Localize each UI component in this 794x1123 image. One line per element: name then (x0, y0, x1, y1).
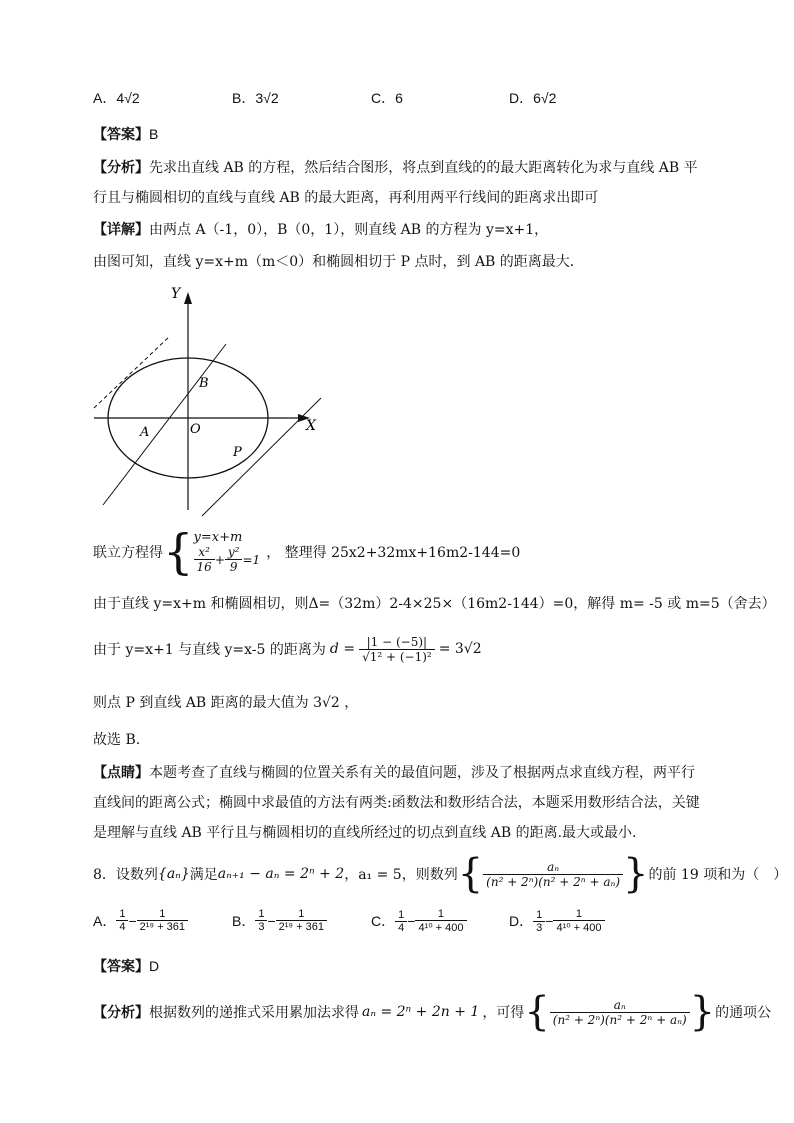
detail-line-1 (93, 219, 548, 239)
frac-den: 4¹⁰ + 400 (418, 922, 464, 934)
detail-tag: 【详解】 (93, 222, 149, 238)
analysis-formula: aₙ = 2ⁿ + 2n + 1 (362, 1004, 480, 1020)
analysis-frac-den: (n² + 2ⁿ)(n² + 2ⁿ + aₙ) (552, 1012, 687, 1027)
analysis-fraction (550, 998, 690, 1027)
option-label: D． (509, 90, 534, 106)
label-o: O (190, 422, 201, 437)
q8-answer-line (93, 956, 159, 976)
distance-fraction (359, 635, 435, 664)
system-equations (194, 530, 261, 574)
option-a (93, 88, 140, 108)
q8-option-b: B． $\frac{1}{3}$ − $\frac{1}{\text{2¹⁹ + 361}}$ (232, 908, 327, 933)
distance-prefix: 由于 y=x+1 与直线 y=x-5 的距离为 (93, 642, 326, 658)
brace-right: } (623, 851, 649, 897)
frac-den: 9 (229, 560, 238, 574)
q8-mid: 满足 (189, 867, 218, 883)
frac-den: 16 (196, 560, 212, 574)
q8-stem (93, 852, 787, 896)
q8-prefix: 8．设数列 (93, 867, 158, 883)
detail-text: 由两点 A（-1，0），B（0，1），则直线 AB 的方程为 y=x+1， (149, 222, 549, 238)
option-label: A． (93, 912, 117, 929)
frac-1 (395, 909, 407, 934)
equation-rhs: =1 (242, 552, 261, 567)
option-d (509, 88, 556, 108)
frac-num: x² (194, 545, 215, 560)
frac-den: 4¹⁰ + 400 (556, 922, 602, 934)
option-c (371, 88, 403, 108)
option-value: 3√2 (255, 90, 279, 106)
equation-2: $\frac{\text{x²}}{16}$ + $\frac{\text{y²}}{9}$ =1 (194, 545, 261, 574)
frac-2 (137, 908, 188, 933)
axis-x-label: X (306, 418, 316, 434)
distance-line (93, 627, 482, 671)
detail-line-2: 由图可知，直线 y=x+m（m＜0）和椭圆相切于 P 点时，到 AB 的距离最大． (93, 254, 584, 270)
q8-option-a: A． $\frac{1}{4}$ − $\frac{1}{\text{2¹⁹ + 361}}$ (93, 908, 188, 933)
frac-num: 1 (116, 908, 128, 921)
analysis-mid: ，可得 (482, 1005, 525, 1021)
fraction-x (194, 545, 215, 574)
brace-left: { (457, 851, 484, 897)
comment-tag: 【点睛】 (93, 765, 149, 781)
q8-frac-den: (n² + 2ⁿ)(n² + 2ⁿ + aₙ) (486, 874, 621, 889)
frac-den: 2¹⁹ + 361 (139, 921, 186, 933)
frac-num: 1 (553, 908, 604, 921)
distance-numerator: |1 − (−5)| (359, 635, 435, 650)
analysis-tag: 【分析】 (93, 1005, 149, 1021)
frac-1 (255, 908, 267, 933)
choose-line: 故选 B. (93, 732, 141, 748)
label-a: A (140, 425, 150, 440)
system-suffix: ， 整理得 25x2+32mx+16m2-144=0 (266, 545, 521, 561)
answer-tag: 【答案】 (93, 127, 149, 143)
answer-tag: 【答案】 (93, 959, 149, 975)
frac-den: 2¹⁹ + 361 (278, 921, 325, 933)
frac-2 (415, 908, 466, 934)
distance-denominator: √1² + (−1)² (362, 649, 432, 664)
frac-1 (116, 908, 128, 933)
analysis-frac-num: aₙ (550, 998, 690, 1013)
tangent-line-dashed (94, 336, 170, 408)
option-label: C． (371, 913, 396, 929)
brace-right: } (689, 989, 716, 1035)
answer-value: D (149, 958, 160, 974)
analysis-line-1 (93, 157, 698, 177)
q8-fraction (483, 860, 623, 889)
option-value: 4√2 (116, 90, 140, 106)
option-label: B． (232, 90, 256, 106)
brace-left: { (524, 989, 550, 1035)
comment-line-1 (93, 762, 695, 782)
q8-analysis-line (93, 990, 771, 1034)
q8-recurrence: aₙ₊₁ − aₙ = 2ⁿ + 2 (217, 866, 345, 882)
system-prefix: 联立方程得 (93, 545, 163, 561)
ellipse-figure (88, 280, 328, 520)
q8-option-c: C． $\frac{1}{4}$ − $\frac{1}{\text{4¹⁰ + 400}}$ (371, 908, 467, 934)
q8-option-d: D． $\frac{1}{3}$ − $\frac{1}{\text{4¹⁰ + 400}}$ (509, 908, 605, 934)
frac-num: 1 (533, 909, 545, 922)
option-value: 6√2 (533, 90, 557, 106)
label-b: B (199, 376, 209, 391)
option-label: D． (509, 913, 534, 929)
q8-frac-num: aₙ (483, 860, 623, 875)
frac-2 (553, 908, 604, 934)
distance-symbol: d = (329, 641, 356, 657)
distance-result: = 3√2 (438, 641, 482, 657)
analysis-prefix: 根据数列的递推式采用累加法求得 (149, 1005, 359, 1021)
axis-y-label: Y (171, 286, 181, 302)
option-label: C． (371, 90, 396, 106)
line-ab (103, 344, 226, 505)
brace: { (163, 524, 194, 580)
q8-sequence: {aₙ} (157, 866, 190, 882)
frac-den: 3 (258, 921, 265, 933)
option-label: B． (232, 912, 256, 929)
analysis-suffix: 的通项公 (715, 1005, 772, 1021)
frac-den: 3 (536, 921, 543, 934)
option-value: 6 (395, 90, 403, 106)
frac-1 (533, 909, 545, 934)
answer-line (93, 124, 158, 144)
q8-suffix: 的前 19 项和为（ ） (648, 867, 788, 883)
y-axis-arrow (184, 292, 192, 304)
frac-num: 1 (276, 908, 327, 921)
answer-value: B (149, 126, 159, 142)
frac-num: 1 (415, 908, 466, 921)
analysis-text: 先求出直线 AB 的方程，然后结合图形，将点到直线的的最大距离转化为求与直线 AB 平 (149, 160, 698, 176)
frac-num: 1 (137, 908, 188, 921)
frac-den: 4 (119, 921, 126, 933)
frac-num: 1 (255, 908, 267, 921)
max-distance-line: 则点 P 到直线 AB 距离的最大值为 3√2 ， (93, 695, 359, 711)
system-line (93, 522, 520, 582)
comment-text: 本题考查了直线与椭圆的位置关系有关的最值问题，涉及了根据两点求直线方程，两平行 (149, 765, 695, 781)
comment-line-2: 直线间的距离公式；椭圆中求最值的方法有两类:函数法和数形结合法，本题采用数形结合法，关键 (93, 795, 700, 811)
tangent-condition: 由于直线 y=x+m 和椭圆相切，则Δ=（32m）2-4×25×（16m2-144）=0，解得 m= -5 或 m=5（舍去） (93, 596, 776, 612)
analysis-line-2: 行且与椭圆相切的直线与直线 AB 的最大距离，再利用两平行线间的距离求出即可 (93, 190, 599, 206)
frac-den: 4 (398, 921, 405, 934)
fraction-y (225, 545, 243, 574)
option-b (232, 88, 279, 108)
tangent-line-p (202, 398, 321, 516)
option-label: A． (93, 90, 117, 106)
q8-initial: ，a₁ = 5，则数列 (344, 867, 458, 883)
frac-num: y² (225, 545, 243, 560)
equation-1: y=x+m (193, 530, 243, 545)
frac-num: 1 (395, 909, 407, 922)
comment-line-3: 是理解与直线 AB 平行且与椭圆相切的直线所经过的切点到直线 AB 的距离.最大或最小. (93, 825, 637, 841)
label-p: P (233, 445, 242, 460)
frac-2 (276, 908, 327, 933)
analysis-tag: 【分析】 (93, 160, 149, 176)
